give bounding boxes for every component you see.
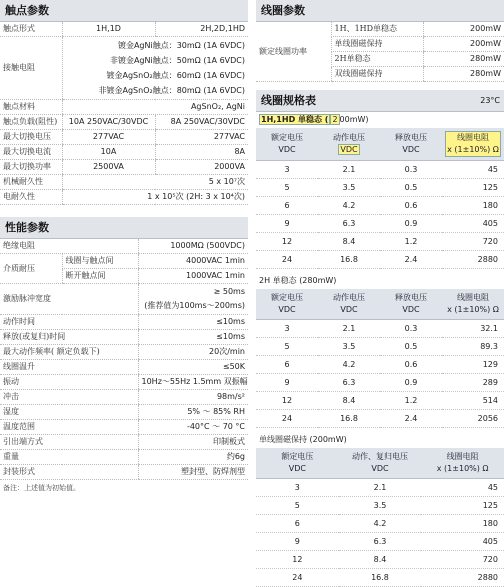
table-cell: 3 [256,320,318,338]
table-cell: 5 [256,179,318,197]
table-cell: 45 [442,161,504,179]
table1-title-suffix: 00mW) [339,115,369,124]
contact-load-value-2: 8A 250VAC/30VDC [155,115,248,130]
coil-power: 200mW [423,22,504,37]
table-row [0,345,248,360]
table-row [256,197,504,215]
table-row [256,515,504,533]
table-cell: 2.1 [339,479,422,497]
table-row [256,233,504,251]
column-header: 额定电压 VDC [256,128,318,161]
table-cell: 2880 [442,251,504,269]
table-cell: 3.5 [318,338,380,356]
table-row [256,22,504,37]
table-cell: 4.2 [318,197,380,215]
table-cell: 720 [442,233,504,251]
operate-time-value: ≤10ms [138,315,248,330]
table-cell: 16.8 [318,251,380,269]
table-row [0,405,248,420]
max-voltage-value-2: 277VAC [155,130,248,145]
contact-load-label: 触点负载(阻性) [0,115,62,130]
coil-type: 1H、1HD单稳态 [331,22,423,37]
mech-life-label: 机械耐久性 [0,175,62,190]
weight-label: 重量 [0,450,138,465]
table-cell: 0.6 [380,356,442,374]
table-cell: 6 [256,356,318,374]
coil-type: 单线圈磁保持 [331,37,423,52]
contact-section-title: 触点参数 [5,4,49,17]
resistance-line: 非镀金AgSnO₂触点：80mΩ (1A 6VDC) [98,86,245,95]
column-header: 线圈电阻 x (1±10%) Ω [442,128,504,161]
table-row [256,179,504,197]
table-row [0,190,248,205]
temp-range-label: 温度范围 [0,420,138,435]
table-cell: 180 [421,515,504,533]
table-row [0,160,248,175]
table-row [256,320,504,338]
table-cell: 514 [442,392,504,410]
column-header: 动作电压 VDC [318,128,380,161]
release-time-value: ≤10ms [138,330,248,345]
table-row [256,338,504,356]
table-cell: 12 [256,233,318,251]
table-cell: 6.3 [339,533,422,551]
table-cell: 9 [256,374,318,392]
table-cell: 3.5 [318,179,380,197]
table-row [0,145,248,160]
elec-life-value: 1 x 10⁵次 (2H: 3 x 10⁴次) [62,190,248,205]
table-row [256,497,504,515]
table-cell: 6.3 [318,374,380,392]
table-cell: 1.2 [380,392,442,410]
coil-type: 双线圈磁保持 [331,67,423,82]
table-cell: 125 [421,497,504,515]
performance-section-header [0,217,248,239]
table-row [256,374,504,392]
contact-material-value: AgSnO₂, AgNi [62,100,248,115]
table-row [0,284,248,315]
table-cell: 3 [256,479,339,497]
table-header-row [256,289,504,320]
table-row [256,533,504,551]
table-cell: 0.6 [380,197,442,215]
table-row [256,392,504,410]
table2-title: 2H 单稳态 (280mW) [259,276,337,285]
column-header: 线圈电阻 x (1±10%) Ω [421,448,504,479]
table1-title [256,112,504,128]
table-row [0,239,248,254]
table1-title-hl: 2 [332,115,338,124]
dielectric-label: 介质耐压 [0,254,62,284]
coil-spec-table-1 [256,128,504,269]
table-row [0,254,248,269]
table-cell: 405 [442,215,504,233]
resistance-line: 非镀金AgNi触点：50mΩ (1A 6VDC) [109,56,245,65]
humidity-value: 5% ～ 85% RH [138,405,248,420]
table-row [256,356,504,374]
contact-load-value-1: 10A 250VAC/30VDC [62,115,155,130]
table-cell: 4.2 [339,515,422,533]
coil-spec-section-title: 线圈规格表 [261,94,316,107]
table-row [256,410,504,428]
table-cell: 0.5 [380,179,442,197]
insulation-label: 绝缘电阻 [0,239,138,254]
coil-spec-table-3 [256,448,504,587]
right-column [256,0,504,587]
table-cell: 125 [442,179,504,197]
table-row [256,569,504,587]
table-cell: 5 [256,338,318,356]
coil-power: 200mW [423,37,504,52]
table-cell: 6 [256,515,339,533]
table-row [0,37,248,100]
vibration-label: 振动 [0,375,138,390]
terminal-value: 印制板式 [138,435,248,450]
table-row [0,375,248,390]
table3-title: 单线圈磁保持 (200mW) [259,435,347,444]
ambient-temperature: 23°C [480,96,500,105]
coil-temp-label: 线圈温升 [0,360,138,375]
resistance-line: 镀金AgNi触点：30mΩ (1A 6VDC) [117,41,245,50]
table-cell: 8.4 [318,392,380,410]
coil-spec-section-header [256,90,504,112]
contact-form-label: 触点形式 [0,22,62,37]
table-row [256,161,504,179]
table-cell: 405 [421,533,504,551]
max-current-value-1: 10A [62,145,155,160]
table-cell: 12 [256,392,318,410]
vibration-value: 10Hz～55Hz 1.5mm 双振幅 [138,375,248,390]
table-cell: 8.4 [339,551,422,569]
table-cell: 16.8 [339,569,422,587]
package-value: 塑封型、防焊剂型 [138,465,248,480]
table-cell: 5 [256,497,339,515]
table-row [0,22,248,37]
table-cell: 4.2 [318,356,380,374]
rated-coil-power-label: 额定线圈功率 [256,22,331,82]
column-header: 动作电压 VDC [318,289,380,320]
package-label: 封装形式 [0,465,138,480]
table-row [0,420,248,435]
table-row [0,175,248,190]
table-row [0,115,248,130]
table-row [0,450,248,465]
surge-value [138,284,248,315]
column-header: 释放电压 VDC [380,128,442,161]
table-cell: 24 [256,251,318,269]
table-row [0,330,248,345]
dielectric-coil-contact-label: 线圈与触点间 [62,254,138,269]
table-cell: 0.9 [380,215,442,233]
table-cell: 2.1 [318,320,380,338]
max-voltage-value-1: 277VAC [62,130,155,145]
table-cell: 0.5 [380,338,442,356]
coil-section-header [256,0,504,22]
surge-label: 激励脉冲宽度 [0,284,138,315]
max-power-value-2: 2000VA [155,160,248,175]
table-row [0,435,248,450]
table-cell: 0.3 [380,320,442,338]
table-cell: 8.4 [318,233,380,251]
table-cell: 0.3 [380,161,442,179]
contact-params-table [0,22,248,205]
table-cell: 3 [256,161,318,179]
table-cell: 32.1 [442,320,504,338]
coil-power: 280mW [423,67,504,82]
temp-range-value: -40°C ～ 70 °C [138,420,248,435]
dielectric-coil-contact-value: 4000VAC 1min [138,254,248,269]
table-cell: 89.3 [442,338,504,356]
table-row [256,551,504,569]
surge-value-1: ≥ 50ms [213,287,245,296]
column-header: 线圈电阻 x (1±10%) Ω [442,289,504,320]
table-cell: 180 [442,197,504,215]
contact-section-header [0,0,248,22]
max-freq-value: 20次/min [138,345,248,360]
shock-label: 冲击 [0,390,138,405]
coil-params-table [256,22,504,82]
max-power-value-1: 2500VA [62,160,155,175]
column-header: 额定电压 VDC [256,289,318,320]
dielectric-open-contact-label: 断开触点间 [62,269,138,284]
insulation-value: 1000MΩ (500VDC) [138,239,248,254]
contact-form-value-2: 2H,2D,1HD [155,22,248,37]
table-cell: 129 [442,356,504,374]
table-row [256,479,504,497]
max-voltage-label: 最大切换电压 [0,130,62,145]
footnote: 备注：上述值为初始值。 [3,484,80,492]
coil-power: 280mW [423,52,504,67]
weight-value: 约6g [138,450,248,465]
table-cell: 24 [256,410,318,428]
coil-type: 2H单稳态 [331,52,423,67]
column-header: 释放电压 VDC [380,289,442,320]
mech-life-value: 5 x 10⁷次 [62,175,248,190]
shock-value: 98m/s² [138,390,248,405]
dielectric-open-contact-value: 1000VAC 1min [138,269,248,284]
contact-material-label: 触点材料 [0,100,62,115]
table-cell: 6.3 [318,215,380,233]
table-cell: 6 [256,197,318,215]
table-cell: 0.9 [380,374,442,392]
table-row [0,130,248,145]
table-cell: 9 [256,533,339,551]
left-column [0,0,248,496]
column-header: 动作、复归电压 VDC [339,448,422,479]
table-header-row [256,128,504,161]
operate-time-label: 动作时间 [0,315,138,330]
table-cell: 1.2 [380,233,442,251]
table-row [256,215,504,233]
max-current-value-2: 8A [155,145,248,160]
table-cell: 2056 [442,410,504,428]
release-time-label: 释放(或复归)时间 [0,330,138,345]
table-cell: 45 [421,479,504,497]
contact-resistance-label: 接触电阻 [0,37,62,100]
coil-spec-table-2 [256,289,504,428]
table-cell: 16.8 [318,410,380,428]
table-row [0,100,248,115]
max-freq-label: 最大动作频率( 额定负载下) [0,345,138,360]
elec-life-label: 电耐久性 [0,190,62,205]
table-row [0,315,248,330]
coil-section-title: 线圈参数 [261,4,305,17]
max-current-label: 最大切换电流 [0,145,62,160]
table1-title-prefix: 1H,1HD 单稳态 ( [261,115,329,124]
table-cell: 2.4 [380,410,442,428]
table-cell: 12 [256,551,339,569]
terminal-label: 引出端方式 [0,435,138,450]
surge-value-2: (推荐值为100ms～200ms) [144,301,245,310]
table-cell: 24 [256,569,339,587]
contact-form-value-1: 1H,1D [62,22,155,37]
column-header: 额定电压 VDC [256,448,339,479]
table-row [0,390,248,405]
max-power-label: 最大切换功率 [0,160,62,175]
table-cell: 9 [256,215,318,233]
table-header-row [256,448,504,479]
performance-section-title: 性能参数 [5,221,49,234]
table-cell: 2.4 [380,251,442,269]
humidity-label: 湿度 [0,405,138,420]
table-cell: 289 [442,374,504,392]
contact-resistance-values [62,37,248,100]
resistance-line: 镀金AgSnO₂触点：60mΩ (1A 6VDC) [106,71,245,80]
performance-params-table [0,239,248,480]
table-row [256,251,504,269]
table-cell: 2.1 [318,161,380,179]
coil-temp-value: ≤50K [138,360,248,375]
table-row [0,465,248,480]
table-cell: 720 [421,551,504,569]
table-row [0,360,248,375]
table-cell: 3.5 [339,497,422,515]
table-cell: 2880 [421,569,504,587]
